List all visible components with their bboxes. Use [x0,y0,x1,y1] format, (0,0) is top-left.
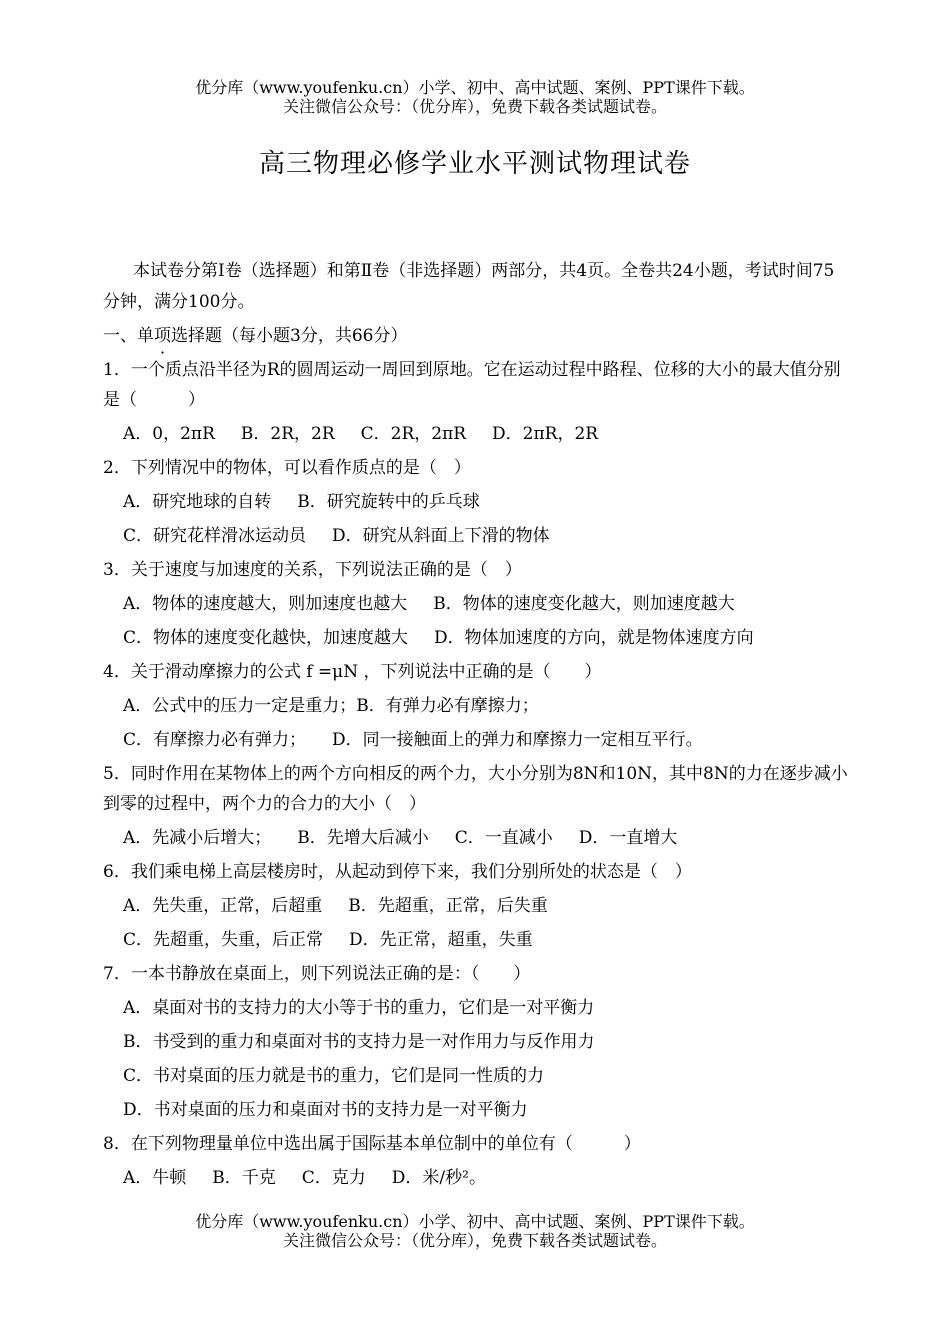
answer-option: A．0，2πR [123,424,215,444]
exam-body [103,256,848,1193]
option-line [123,487,848,517]
answer-option: A．先失重，正常，后超重 [123,896,323,916]
question-stem: 3．关于速度与加速度的关系，下列说法正确的是（ ） [103,560,522,580]
answer-option: A．桌面对书的支持力的大小等于书的重力，它们是一对平衡力 [123,998,595,1018]
answer-option: C．一直减小 [454,828,553,848]
answer-option: D．同一接触面上的弹力和摩擦力一定相互平行。 [332,730,703,750]
answer-option: C．有摩擦力必有弹力； [123,730,307,750]
option-line [123,521,848,551]
question-stem: 2．下列情况中的物体，可以看作质点的是（ ） [103,458,471,478]
section-prefix: 一、单 [103,326,154,346]
answer-option: B．先增大后减小 [297,828,429,848]
answer-option: D．物体加速度的方向，就是物体速度方向 [434,628,754,648]
answer-option: C．2R，2πR [360,424,467,444]
answer-option: A．公式中的压力一定是重力；B．有弹力必有摩擦力； [123,696,539,716]
answer-option: B．千克 [212,1168,276,1188]
answer-option: C．先超重，失重，后正常 [123,930,324,950]
header-line-2: 关注微信公众号：（优分库），免费下载各类试题试卷。 [282,97,667,116]
answer-option: D．一直增大 [578,828,678,848]
question-stem: 5．同时作用在某物体上的两个方向相反的两个力，大小分别为8N和10N，其中8N的力在逐步减小到零的过程中，两个力的合力的大小（ ） [103,764,848,814]
option-line [123,1061,848,1091]
answer-option: C．克力 [301,1168,366,1188]
answer-option: A．物体的速度越大，则加速度也越大 [123,594,408,614]
option-line [123,891,848,921]
footer-line-1: 优分库（www.youfenku.cn）小学、初中、高中试题、案例、PPT课件下载。 [195,1212,755,1231]
answer-option: D．研究从斜面上下滑的物体 [332,526,550,546]
question-stem: 4．关于滑动摩擦力的公式 f =μN ，下列说法中正确的是（ ） [103,662,602,682]
option-line [123,1163,848,1193]
answer-option: C．研究花样滑冰运动员 [123,526,307,546]
answer-option: D．书对桌面的压力和桌面对书的支持力是一对平衡力 [123,1100,528,1120]
answer-option: A．牛顿 [123,1168,187,1188]
question-stem: 7．一本书静放在桌面上，则下列说法正确的是：（ ） [103,964,531,984]
answer-option: B．物体的速度变化越大，则加速度越大 [433,594,735,614]
question-list [103,355,848,1193]
section-heading [103,321,848,351]
question-stem: 8．在下列物理量单位中选出属于国际基本单位制中的单位有（ ） [103,1134,641,1154]
answer-option: A．研究地球的自转 [123,492,272,512]
exam-title: 高三物理必修学业水平测试物理试卷 [258,149,691,179]
option-line [123,589,848,619]
question-stem: 6．我们乘电梯上高层楼房时，从起动到停下来，我们分别所处的状态是（ ） [103,862,692,882]
footer-line-2: 关注微信公众号：（优分库），免费下载各类试题试卷。 [282,1231,667,1250]
exam-intro: 本试卷分第Ⅰ卷（选择题）和第Ⅱ卷（非选择题）两部分，共4页。全卷共24小题，考试时间75分钟，满分100分。 [103,261,835,312]
option-line [123,925,848,955]
answer-option: A．先减小后增大； [123,828,272,848]
answer-option: B．书受到的重力和桌面对书的支持力是一对作用力与反作用力 [123,1032,595,1052]
option-line [123,1027,848,1057]
header-line-1: 优分库（www.youfenku.cn）小学、初中、高中试题、案例、PPT课件下载。 [195,78,755,97]
section-emphasis: 项 [154,326,171,346]
answer-option: B．先超重，正常，后失重 [348,896,548,916]
answer-option: C．物体的速度变化越快，加速度越大 [123,628,409,648]
answer-option: D．2πR，2R [492,424,599,444]
option-line [123,823,848,853]
question-stem: 1．一个质点沿半径为R的圆周运动一周回到原地。它在运动过程中路程、位移的大小的最大值分别是（ ） [103,360,841,410]
option-line [123,691,848,721]
section-suffix: 选择题（每小题3分，共66分） [171,326,408,346]
answer-option: D．米/秒²。 [391,1168,486,1188]
answer-option: C．书对桌面的压力就是书的重力，它们是同一性质的力 [123,1066,545,1086]
option-line [123,725,848,755]
answer-option: B．研究旋转中的乒乓球 [297,492,480,512]
option-line [123,993,848,1023]
answer-option: D．先正常，超重，失重 [349,930,533,950]
option-line [123,419,848,449]
page-header [0,78,950,116]
page-footer [0,1212,950,1250]
answer-option: B．2R，2R [240,424,335,444]
option-line [123,623,848,653]
option-line [123,1095,848,1125]
